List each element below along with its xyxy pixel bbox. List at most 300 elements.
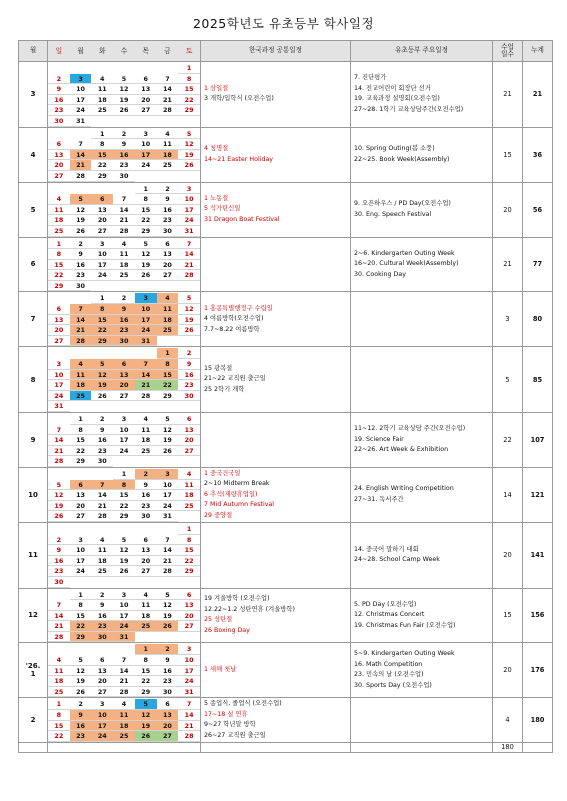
calendar-day: 22 <box>70 621 92 632</box>
calendar-day <box>178 401 200 412</box>
calendar-day <box>48 469 70 480</box>
calendar-day: 17 <box>113 611 135 622</box>
calendar-day: 23 <box>113 325 135 336</box>
calendar-day: 19 <box>113 556 135 567</box>
calendar-day: 9 <box>70 710 92 721</box>
page-title: 2025학년도 유초등부 학사일정 <box>192 16 375 31</box>
common-event: 9~27 학년말 방학 <box>204 721 256 729</box>
calendar-day <box>70 184 92 195</box>
calendar-day: 31 <box>48 401 70 412</box>
calendar-day: 2 <box>135 469 157 480</box>
calendar-day <box>70 401 92 412</box>
elem-events <box>351 292 493 347</box>
calendar-day: 28 <box>157 105 179 116</box>
calendar-day: 22 <box>135 215 157 226</box>
elem-events <box>351 588 493 643</box>
common-event: 4 여름방학(오전수업) <box>204 315 264 323</box>
calendar-day: 22 <box>70 446 92 457</box>
calendar-day: 31 <box>178 226 200 237</box>
calendar-day: 29 <box>91 336 113 347</box>
calendar-day: 2 <box>91 414 113 425</box>
calendar-day <box>135 63 157 74</box>
calendar-day: 11 <box>91 545 113 556</box>
calendar-day: 21 <box>178 260 200 271</box>
elem-event: 22~26. Art Week & Exhibition <box>354 446 449 454</box>
calendar-day: 4 <box>157 293 179 304</box>
calendar-day: 10 <box>135 304 157 315</box>
elem-event: 14. 전교어린이 회장단 선거 <box>354 84 431 92</box>
calendar-day: 3 <box>91 699 113 710</box>
elem-events <box>351 127 493 182</box>
calendar-day: 15 <box>70 611 92 622</box>
calendar-day: 26 <box>135 731 157 742</box>
calendar-day: 25 <box>157 160 179 171</box>
calendar-day: 20 <box>91 215 113 226</box>
calendar-day: 24 <box>135 160 157 171</box>
calendar-day <box>113 401 135 412</box>
school-days-count: 20 <box>493 182 523 237</box>
calendar-day: 8 <box>135 194 157 205</box>
calendar-day: 5 <box>48 480 70 491</box>
calendar-day: 16 <box>113 150 135 161</box>
elem-event: 16~20. Cultural Week(Assembly) <box>354 260 459 268</box>
month-row <box>19 698 553 742</box>
calendar-day: 16 <box>91 611 113 622</box>
calendar-day: 4 <box>135 414 157 425</box>
cumulative-count: 107 <box>523 413 553 468</box>
common-events <box>201 467 351 522</box>
calendar-day: 23 <box>113 160 135 171</box>
month-row <box>19 643 553 698</box>
calendar-day: 15 <box>113 490 135 501</box>
calendar-day: 4 <box>70 359 92 370</box>
school-days-count: 21 <box>493 237 523 292</box>
calendar-day: 17 <box>135 315 157 326</box>
elem-event: 19. 교육과정 설명회(오전수업) <box>354 95 440 103</box>
calendar-day: 13 <box>91 205 113 216</box>
elem-events <box>351 182 493 237</box>
month-calendar <box>48 347 201 413</box>
common-events <box>201 182 351 237</box>
elem-event: 16. Math Competition <box>354 660 423 668</box>
elem-event: 30. Eng. Speech Festival <box>354 210 432 218</box>
calendar-day <box>178 171 200 182</box>
calendar-day: 22 <box>48 731 70 742</box>
common-event: 5 종업식, 졸업식 (오전수업) <box>204 700 282 708</box>
cumulative-count: 77 <box>523 237 553 292</box>
calendar-day: 31 <box>135 336 157 347</box>
calendar-day <box>157 577 179 588</box>
month-row <box>19 182 553 237</box>
school-days-count: 5 <box>493 347 523 413</box>
elem-events <box>351 522 493 588</box>
calendar-day: 27 <box>178 621 200 632</box>
calendar-day: 20 <box>48 325 70 336</box>
elem-event: 5. PD Day (오전수업) <box>354 600 417 608</box>
calendar-day <box>48 63 70 74</box>
calendar-day <box>135 281 157 292</box>
calendar-day: 3 <box>157 469 179 480</box>
calendar-day <box>113 348 135 359</box>
elem-event: 2~6. Kindergarten Outing Week <box>354 249 455 257</box>
calendar-day: 24 <box>48 391 70 402</box>
calendar-day: 15 <box>48 721 70 732</box>
common-event: 7 Mid Autumn Festival <box>204 501 275 509</box>
calendar-day <box>91 63 113 74</box>
calendar-day: 12 <box>91 370 113 381</box>
elem-event: 27~31. 독서주간 <box>354 495 404 503</box>
month-calendar <box>48 292 201 347</box>
calendar-day <box>135 171 157 182</box>
calendar-day <box>113 644 135 655</box>
calendar-day: 6 <box>48 304 70 315</box>
elem-event: 10. Spring Outing(봄 소풍) <box>354 145 435 153</box>
calendar-day: 31 <box>70 116 92 127</box>
calendar-day: 22 <box>178 95 200 106</box>
calendar-day: 2 <box>113 293 135 304</box>
common-event: 17~18 설 연휴 <box>204 710 248 718</box>
calendar-day: 30 <box>157 226 179 237</box>
calendar-day: 5 <box>135 239 157 250</box>
calendar-day: 18 <box>157 315 179 326</box>
calendar-day: 13 <box>70 490 92 501</box>
calendar-day: 14 <box>48 611 70 622</box>
calendar-day: 23 <box>91 446 113 457</box>
calendar-day: 16 <box>70 260 92 271</box>
calendar-day: 21 <box>113 676 135 687</box>
calendar-day: 19 <box>178 315 200 326</box>
month-row <box>19 347 553 413</box>
calendar-day: 9 <box>157 194 179 205</box>
calendar-day: 23 <box>135 501 157 512</box>
calendar-day: 8 <box>48 249 70 260</box>
calendar-day: 21 <box>70 160 92 171</box>
calendar-day: 22 <box>91 325 113 336</box>
elem-event: 24~28. School Camp Week <box>354 556 440 564</box>
calendar-day: 1 <box>91 129 113 140</box>
common-event: 2~10 Midterm Break <box>204 480 270 488</box>
calendar-day: 25 <box>113 270 135 281</box>
calendar-day: 10 <box>178 655 200 666</box>
month-calendar <box>48 643 201 698</box>
calendar-day: 27 <box>157 270 179 281</box>
calendar-day <box>70 577 92 588</box>
calendar-day: 9 <box>91 425 113 436</box>
cumulative-count: 121 <box>523 467 553 522</box>
cumulative-count: 56 <box>523 182 553 237</box>
month-calendar <box>48 413 201 468</box>
calendar-day: 25 <box>91 105 113 116</box>
calendar-day: 18 <box>178 490 200 501</box>
calendar-day: 22 <box>135 676 157 687</box>
calendar-day: 1 <box>70 414 92 425</box>
calendar-day: 31 <box>178 687 200 698</box>
calendar-day: 18 <box>113 721 135 732</box>
cumulative-count: 176 <box>523 643 553 698</box>
calendar-day <box>48 348 70 359</box>
calendar-day: 24 <box>178 215 200 226</box>
calendar-day: 23 <box>178 380 200 391</box>
calendar-day: 1 <box>113 469 135 480</box>
calendar-day: 21 <box>48 621 70 632</box>
common-events <box>201 127 351 182</box>
calendar-day: 22 <box>157 380 179 391</box>
calendar-day: 28 <box>70 336 92 347</box>
month-label: 5 <box>19 182 48 237</box>
calendar-day: 1 <box>178 63 200 74</box>
calendar-day: 19 <box>91 380 113 391</box>
calendar-day <box>157 524 179 535</box>
calendar-day: 23 <box>70 270 92 281</box>
month-label: 2 <box>19 698 48 742</box>
calendar-day: 4 <box>113 699 135 710</box>
calendar-day: 25 <box>48 226 70 237</box>
calendar-day: 8 <box>70 425 92 436</box>
calendar-day: 16 <box>178 370 200 381</box>
calendar-day: 27 <box>157 731 179 742</box>
calendar-day <box>157 116 179 127</box>
calendar-day: 7 <box>70 304 92 315</box>
elem-event: 19. Science Fair <box>354 435 404 443</box>
total-row-cell <box>19 742 48 752</box>
elem-events <box>351 237 493 292</box>
total-row-cell <box>523 742 553 752</box>
weekday-header: 일 <box>55 47 63 55</box>
month-row <box>19 467 553 522</box>
calendar-day: 19 <box>70 215 92 226</box>
school-days-count: 20 <box>493 643 523 698</box>
calendar-day <box>157 401 179 412</box>
calendar-day: 18 <box>70 380 92 391</box>
month-row <box>19 237 553 292</box>
calendar-day: 4 <box>113 239 135 250</box>
calendar-day: 8 <box>135 655 157 666</box>
calendar-day: 6 <box>48 139 70 150</box>
common-event: 14~21 Easter Holiday <box>204 155 274 163</box>
calendar-day <box>48 644 70 655</box>
calendar-day: 18 <box>157 150 179 161</box>
calendar-day: 4 <box>91 74 113 85</box>
calendar-day: 25 <box>157 325 179 336</box>
calendar-day: 30 <box>91 456 113 467</box>
calendar-day: 2 <box>48 74 70 85</box>
calendar-day: 3 <box>135 129 157 140</box>
calendar-day: 3 <box>178 644 200 655</box>
calendar-day <box>178 632 200 643</box>
header-cumulative: 누계 <box>523 41 553 62</box>
month-calendar <box>48 467 201 522</box>
calendar-day: 26 <box>157 446 179 457</box>
calendar-day: 23 <box>48 105 70 116</box>
calendar-day: 5 <box>178 129 200 140</box>
calendar-day: 24 <box>70 105 92 116</box>
calendar-day: 7 <box>178 699 200 710</box>
calendar-day: 9 <box>113 139 135 150</box>
calendar-day: 14 <box>157 84 179 95</box>
common-event: 5 석가탄신일 <box>204 205 241 213</box>
calendar-day <box>70 129 92 140</box>
calendar-day: 8 <box>157 359 179 370</box>
calendar-day: 22 <box>48 270 70 281</box>
calendar-day: 3 <box>113 590 135 601</box>
calendar-day: 29 <box>70 632 92 643</box>
calendar-day: 19 <box>135 721 157 732</box>
calendar-day: 21 <box>157 556 179 567</box>
calendar-day: 7 <box>157 535 179 546</box>
calendar-day: 16 <box>91 435 113 446</box>
calendar-day: 11 <box>178 480 200 491</box>
calendar-day: 2 <box>157 184 179 195</box>
calendar-day <box>48 590 70 601</box>
common-event: 6 추석(재량휴업일) <box>204 490 258 498</box>
common-event: 26 Boxing Day <box>204 626 250 634</box>
calendar-day: 1 <box>91 293 113 304</box>
calendar-day: 27 <box>91 226 113 237</box>
calendar-day: 18 <box>113 260 135 271</box>
calendar-day: 9 <box>157 655 179 666</box>
calendar-day: 11 <box>48 205 70 216</box>
calendar-day: 30 <box>70 281 92 292</box>
calendar-day: 19 <box>70 676 92 687</box>
calendar-day: 15 <box>135 666 157 677</box>
calendar-day: 9 <box>48 84 70 95</box>
total-row <box>19 742 553 752</box>
calendar-day: 20 <box>157 260 179 271</box>
calendar-day: 9 <box>48 545 70 556</box>
calendar-day: 20 <box>178 435 200 446</box>
calendar-day: 21 <box>113 215 135 226</box>
elem-events <box>351 347 493 413</box>
calendar-day: 20 <box>157 721 179 732</box>
calendar-day: 10 <box>113 600 135 611</box>
calendar-day: 3 <box>48 359 70 370</box>
calendar-day: 22 <box>113 501 135 512</box>
calendar-day: 27 <box>70 511 92 522</box>
calendar-day: 25 <box>48 687 70 698</box>
elem-event: 5~9. Kindergarten Outing Week <box>354 650 455 658</box>
calendar-day <box>91 524 113 535</box>
calendar-day: 23 <box>157 215 179 226</box>
calendar-day: 27 <box>135 105 157 116</box>
calendar-day: 23 <box>157 676 179 687</box>
calendar-day: 8 <box>91 139 113 150</box>
calendar-day: 13 <box>178 600 200 611</box>
elem-event: 30. Sports Day (오전수업) <box>354 681 432 689</box>
header-elem: 유초등부 주요일정 <box>351 41 493 62</box>
total-row-cell <box>48 742 201 752</box>
calendar-day: 8 <box>178 74 200 85</box>
calendar-day: 1 <box>178 524 200 535</box>
total-school-days: 180 <box>493 742 523 752</box>
calendar-day: 7 <box>178 239 200 250</box>
calendar-day: 12 <box>48 490 70 501</box>
calendar-day: 17 <box>178 666 200 677</box>
calendar-day: 23 <box>70 731 92 742</box>
calendar-day <box>178 577 200 588</box>
elem-event: 27~28. 1학기 교육상담주간(오전수업) <box>354 105 464 113</box>
calendar-day: 3 <box>113 414 135 425</box>
calendar-day: 28 <box>48 632 70 643</box>
calendar-day: 17 <box>70 95 92 106</box>
month-label: 11 <box>19 522 48 588</box>
calendar-day: 2 <box>48 535 70 546</box>
calendar-day: 20 <box>135 95 157 106</box>
weekday-header: 토 <box>185 47 193 55</box>
calendar-day: 11 <box>157 139 179 150</box>
common-event: 1 삼일절 <box>204 84 229 92</box>
common-event: 26~27 교직원 출근일 <box>204 731 266 739</box>
calendar-day: 11 <box>113 249 135 260</box>
calendar-day: 9 <box>113 304 135 315</box>
calendar-day: 10 <box>135 139 157 150</box>
common-event: 7.7~8.22 여름방학 <box>204 325 260 333</box>
calendar-day <box>135 116 157 127</box>
calendar-day: 16 <box>157 205 179 216</box>
calendar-day <box>113 456 135 467</box>
elem-event: 9. 오픈하우스 / PD Day(오전수업) <box>354 200 451 208</box>
calendar-day: 24 <box>113 621 135 632</box>
calendar-day: 14 <box>135 370 157 381</box>
calendar-day: 26 <box>178 325 200 336</box>
calendar-day <box>113 281 135 292</box>
calendar-day: 12 <box>113 84 135 95</box>
calendar-day: 15 <box>178 545 200 556</box>
calendar-day: 21 <box>135 380 157 391</box>
calendar-day: 13 <box>135 545 157 556</box>
calendar-day: 6 <box>178 590 200 601</box>
month-calendar <box>48 127 201 182</box>
month-calendar <box>48 182 201 237</box>
calendar-day: 6 <box>157 699 179 710</box>
calendar-day: 14 <box>178 710 200 721</box>
calendar-day: 15 <box>48 260 70 271</box>
calendar-day: 10 <box>48 370 70 381</box>
calendar-day: 28 <box>48 456 70 467</box>
calendar-day: 23 <box>91 621 113 632</box>
calendar-day: 1 <box>48 699 70 710</box>
calendar-day <box>113 577 135 588</box>
cumulative-count: 180 <box>523 698 553 742</box>
common-events <box>201 588 351 643</box>
calendar-day: 4 <box>48 655 70 666</box>
calendar-day: 5 <box>91 359 113 370</box>
school-days-count: 20 <box>493 522 523 588</box>
calendar-day: 20 <box>113 380 135 391</box>
calendar-day: 25 <box>135 446 157 457</box>
elem-events <box>351 62 493 128</box>
calendar-day: 21 <box>70 325 92 336</box>
school-days-count: 4 <box>493 698 523 742</box>
calendar-day: 10 <box>91 249 113 260</box>
calendar-day: 28 <box>113 226 135 237</box>
calendar-day: 8 <box>113 480 135 491</box>
calendar-day: 1 <box>157 348 179 359</box>
calendar-day: 6 <box>178 414 200 425</box>
elem-events <box>351 413 493 468</box>
common-events <box>201 237 351 292</box>
calendar-day: 4 <box>91 535 113 546</box>
calendar-day <box>157 171 179 182</box>
calendar-day: 15 <box>91 150 113 161</box>
elem-event: 12. Christmas Concert <box>354 611 425 619</box>
elem-events <box>351 643 493 698</box>
calendar-day: 17 <box>113 435 135 446</box>
elem-events <box>351 698 493 742</box>
calendar-day: 12 <box>157 425 179 436</box>
calendar-day: 18 <box>91 556 113 567</box>
cumulative-count: 141 <box>523 522 553 588</box>
common-events <box>201 62 351 128</box>
